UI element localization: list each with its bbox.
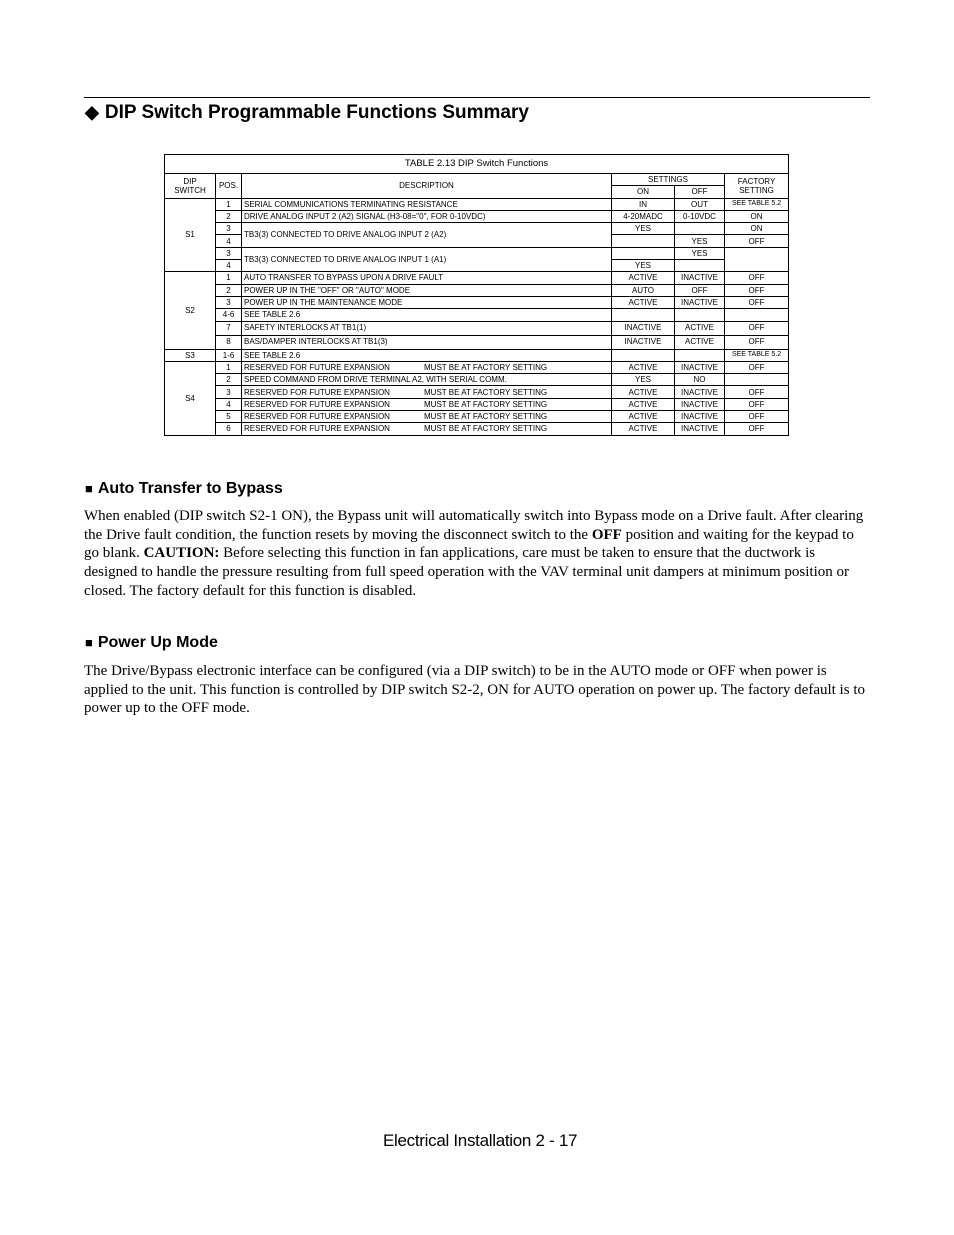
table-row xyxy=(165,309,789,321)
description-cell xyxy=(242,386,612,398)
factory-setting-cell: OFF xyxy=(725,321,789,335)
description-text: RESERVED FOR FUTURE EXPANSION xyxy=(244,362,390,372)
table-row xyxy=(165,210,789,222)
description-cell: TB3(3) CONNECTED TO DRIVE ANALOG INPUT 1 (A1) xyxy=(242,247,612,272)
pos-cell: 2 xyxy=(216,374,242,386)
factory-setting-cell xyxy=(725,374,789,386)
pos-cell: 2 xyxy=(216,210,242,222)
description-note: MUST BE AT FACTORY SETTING xyxy=(424,399,548,409)
description-cell xyxy=(242,423,612,435)
description-text: RESERVED FOR FUTURE EXPANSION xyxy=(244,387,390,397)
description-cell: DRIVE ANALOG INPUT 2 (A2) SIGNAL (H3-08="0", FOR 0-10VDC) xyxy=(242,210,612,222)
table-row xyxy=(165,361,789,373)
section-title-text: Power Up Mode xyxy=(97,634,218,651)
setting-off-cell: INACTIVE xyxy=(675,386,725,398)
pos-cell: 1 xyxy=(216,198,242,210)
setting-on-cell xyxy=(612,247,675,259)
pos-cell: 6 xyxy=(216,423,242,435)
factory-setting-cell: OFF xyxy=(725,284,789,296)
switch-label: S1 xyxy=(165,198,216,272)
setting-on-cell: INACTIVE xyxy=(612,335,675,349)
header-rule xyxy=(84,97,870,98)
setting-off-cell: ACTIVE xyxy=(675,335,725,349)
paragraph-text: position and waiting for the keypad to go blank. xyxy=(84,526,854,562)
paragraph-text: Before selecting this function in fan applications, care must be taken to ensure that the ductwork is designed to handle the pressure resulting from full speed operation with the VAV terminal unit dampers at minimum position or closed. The factory default for this function is disabled. xyxy=(84,545,850,599)
factory-setting-cell: OFF xyxy=(725,235,789,247)
pos-cell: 4 xyxy=(216,235,242,247)
table-row xyxy=(165,374,789,386)
factory-setting-cell: SEE TABLE 5.2 xyxy=(725,198,789,210)
pos-cell: 4 xyxy=(216,260,242,272)
description-text: RESERVED FOR FUTURE EXPANSION xyxy=(244,412,390,422)
description-text: RESERVED FOR FUTURE EXPANSION xyxy=(244,424,390,434)
setting-off-cell: OFF xyxy=(675,284,725,296)
switch-label: S4 xyxy=(165,361,216,435)
setting-on-cell: ACTIVE xyxy=(612,423,675,435)
description-cell: SAFETY INTERLOCKS AT TB1(1) xyxy=(242,321,612,335)
page-footer: Electrical Installation 2 - 17 xyxy=(383,1131,578,1150)
setting-off-cell xyxy=(675,349,725,361)
setting-on-cell: ACTIVE xyxy=(612,361,675,373)
switch-label: S3 xyxy=(165,349,216,361)
setting-on-cell: INACTIVE xyxy=(612,321,675,335)
header-dip-switch: DIP SWITCH xyxy=(165,174,216,199)
section-title-auto-transfer xyxy=(85,480,283,498)
description-cell: POWER UP IN THE "OFF" OR "AUTO" MODE xyxy=(242,284,612,296)
description-cell: AUTO TRANSFER TO BYPASS UPON A DRIVE FAULT xyxy=(242,272,612,284)
description-cell xyxy=(242,398,612,410)
description-cell: POWER UP IN THE MAINTENANCE MODE xyxy=(242,296,612,308)
dip-switch-table-body xyxy=(165,155,789,436)
setting-on-cell: AUTO xyxy=(612,284,675,296)
page-heading-text: DIP Switch Programmable Functions Summary xyxy=(104,102,529,123)
table-row xyxy=(165,335,789,349)
pos-cell: 5 xyxy=(216,411,242,423)
setting-off-cell: INACTIVE xyxy=(675,272,725,284)
table-row xyxy=(165,284,789,296)
setting-on-cell: YES xyxy=(612,223,675,235)
description-cell xyxy=(242,361,612,373)
pos-cell: 1-6 xyxy=(216,349,242,361)
factory-setting-cell: OFF xyxy=(725,335,789,349)
setting-off-cell: 0-10VDC xyxy=(675,210,725,222)
setting-on-cell: YES xyxy=(612,374,675,386)
description-cell: SEE TABLE 2.6 xyxy=(242,309,612,321)
description-cell: BAS/DAMPER INTERLOCKS AT TB1(3) xyxy=(242,335,612,349)
description-note: MUST BE AT FACTORY SETTING xyxy=(424,424,548,434)
table-row xyxy=(165,398,789,410)
description-note: MUST BE AT FACTORY SETTING xyxy=(424,362,548,372)
setting-off-cell: YES xyxy=(675,247,725,259)
setting-on-cell xyxy=(612,349,675,361)
factory-setting-cell: SEE TABLE 5.2 xyxy=(725,349,789,361)
power-up-mode-paragraph: The Drive/Bypass electronic interface can be configured (via a DIP switch) to be in the AUTO mode or OFF when power is applied to the unit. This function is controlled by DIP switch S2-2, ON for AUTO operation on power up. The factory default is to power up to the OFF mode. xyxy=(84,663,865,717)
setting-on-cell: ACTIVE xyxy=(612,272,675,284)
setting-on-cell: YES xyxy=(612,260,675,272)
pos-cell: 1 xyxy=(216,361,242,373)
table-header-row xyxy=(165,174,789,186)
paragraph-bold-off: OFF xyxy=(591,526,622,543)
setting-on-cell: ACTIVE xyxy=(612,411,675,423)
description-cell: SEE TABLE 2.6 xyxy=(242,349,612,361)
diamond-bullet-icon: ◆ xyxy=(85,102,99,122)
factory-setting-cell xyxy=(725,247,789,272)
setting-on-cell: ACTIVE xyxy=(612,296,675,308)
setting-on-cell: 4-20MADC xyxy=(612,210,675,222)
setting-off-cell: INACTIVE xyxy=(675,423,725,435)
header-off: OFF xyxy=(675,186,725,198)
setting-off-cell: INACTIVE xyxy=(675,361,725,373)
pos-cell: 4 xyxy=(216,398,242,410)
dip-switch-table xyxy=(164,154,789,436)
description-cell: TB3(3) CONNECTED TO DRIVE ANALOG INPUT 2 (A2) xyxy=(242,223,612,248)
paragraph-text: When enabled (DIP switch S2-1 ON), the Bypass unit will automatically switch into Bypass mode on a Drive fault. After clearing the Drive fault condition, the function resets by moving the disconnect switch to the xyxy=(84,508,864,543)
setting-off-cell: OUT xyxy=(675,198,725,210)
table-row xyxy=(165,386,789,398)
setting-off-cell: INACTIVE xyxy=(675,398,725,410)
header-settings: SETTINGS xyxy=(612,174,725,186)
header-on: ON xyxy=(612,186,675,198)
factory-setting-cell: OFF xyxy=(725,386,789,398)
square-bullet-icon: ■ xyxy=(85,635,93,650)
setting-off-cell: NO xyxy=(675,374,725,386)
pos-cell: 2 xyxy=(216,284,242,296)
description-cell: SPEED COMMAND FROM DRIVE TERMINAL A2, WITH SERIAL COMM. xyxy=(242,374,612,386)
pos-cell: 3 xyxy=(216,386,242,398)
section-title-text: Auto Transfer to Bypass xyxy=(97,480,283,497)
setting-on-cell xyxy=(612,309,675,321)
factory-setting-cell: OFF xyxy=(725,296,789,308)
header-description: DESCRIPTION xyxy=(242,174,612,199)
table-row xyxy=(165,349,789,361)
factory-setting-cell: OFF xyxy=(725,398,789,410)
page-heading xyxy=(85,102,529,124)
setting-off-cell: ACTIVE xyxy=(675,321,725,335)
table-caption: TABLE 2.13 DIP Switch Functions xyxy=(165,155,789,174)
table-row xyxy=(165,198,789,210)
square-bullet-icon: ■ xyxy=(85,481,93,496)
description-cell xyxy=(242,411,612,423)
description-cell: SERIAL COMMUNICATIONS TERMINATING RESISTANCE xyxy=(242,198,612,210)
table-row xyxy=(165,223,789,235)
auto-transfer-paragraph xyxy=(84,507,870,601)
setting-off-cell: INACTIVE xyxy=(675,411,725,423)
factory-setting-cell: OFF xyxy=(725,423,789,435)
setting-on-cell xyxy=(612,235,675,247)
factory-setting-cell: ON xyxy=(725,210,789,222)
setting-on-cell: ACTIVE xyxy=(612,386,675,398)
pos-cell: 4-6 xyxy=(216,309,242,321)
pos-cell: 8 xyxy=(216,335,242,349)
setting-off-cell: YES xyxy=(675,235,725,247)
pos-cell: 3 xyxy=(216,247,242,259)
setting-off-cell: INACTIVE xyxy=(675,296,725,308)
setting-off-cell xyxy=(675,260,725,272)
pos-cell: 3 xyxy=(216,223,242,235)
factory-setting-cell: ON xyxy=(725,223,789,235)
header-factory-setting: FACTORY SETTING xyxy=(725,174,789,199)
setting-on-cell: IN xyxy=(612,198,675,210)
pos-cell: 1 xyxy=(216,272,242,284)
header-pos: POS. xyxy=(216,174,242,199)
switch-label: S2 xyxy=(165,272,216,349)
setting-on-cell: ACTIVE xyxy=(612,398,675,410)
factory-setting-cell xyxy=(725,309,789,321)
table-row xyxy=(165,296,789,308)
section-title-power-up-mode xyxy=(85,634,218,652)
setting-off-cell xyxy=(675,223,725,235)
table-row xyxy=(165,321,789,335)
description-note: MUST BE AT FACTORY SETTING xyxy=(424,387,548,397)
factory-setting-cell: OFF xyxy=(725,411,789,423)
factory-setting-cell: OFF xyxy=(725,272,789,284)
table-caption-row xyxy=(165,155,789,174)
table-row xyxy=(165,423,789,435)
factory-setting-cell: OFF xyxy=(725,361,789,373)
table-row xyxy=(165,411,789,423)
table-row xyxy=(165,247,789,259)
description-text: RESERVED FOR FUTURE EXPANSION xyxy=(244,399,390,409)
pos-cell: 7 xyxy=(216,321,242,335)
setting-off-cell xyxy=(675,309,725,321)
description-note: MUST BE AT FACTORY SETTING xyxy=(424,412,548,422)
table-row xyxy=(165,272,789,284)
paragraph-bold-caution: CAUTION: xyxy=(143,545,220,562)
pos-cell: 3 xyxy=(216,296,242,308)
